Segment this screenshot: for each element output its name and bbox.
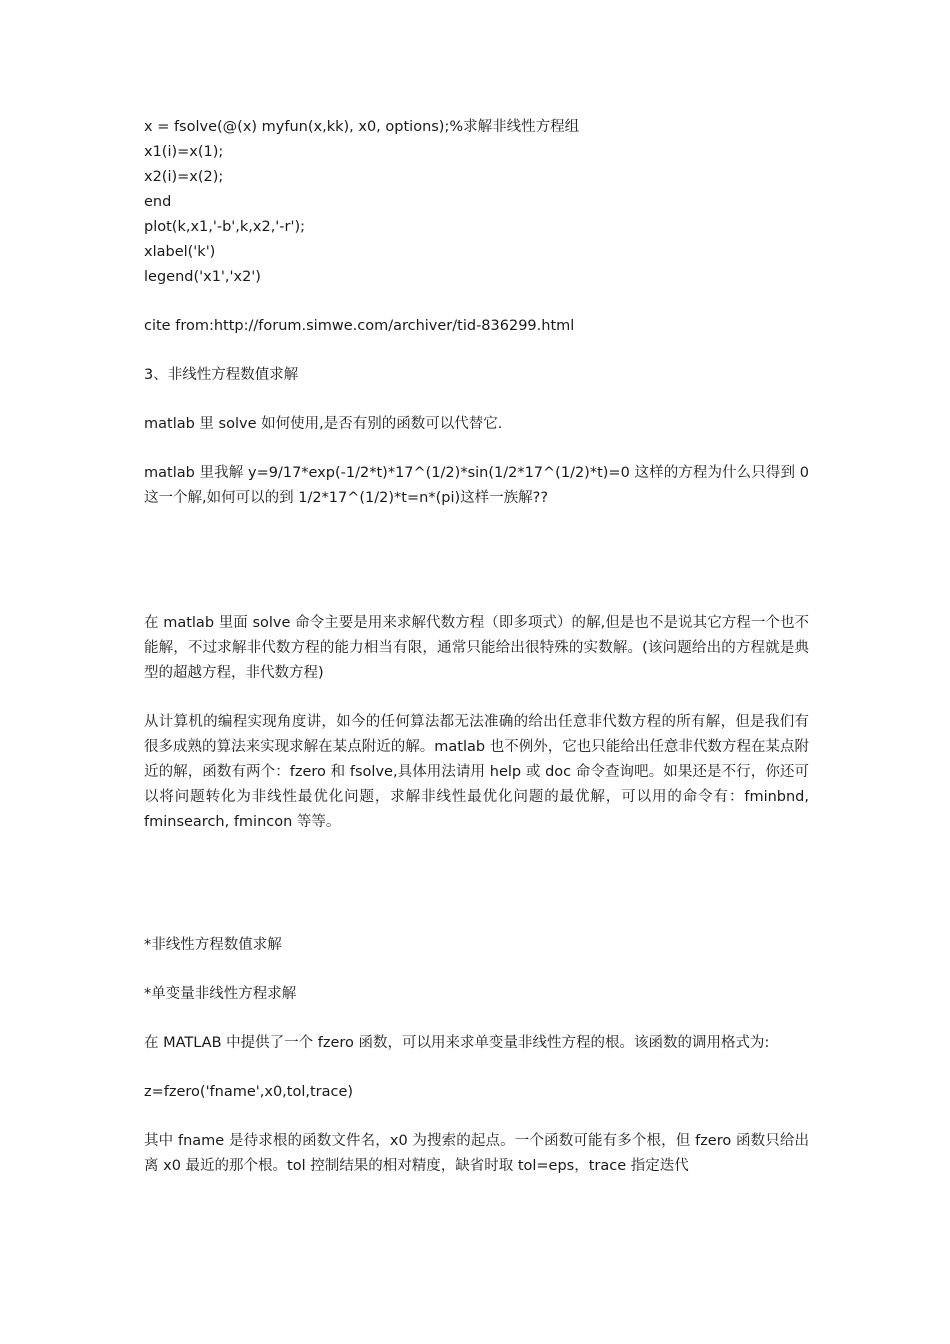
body-paragraph: 其中 fname 是待求根的函数文件名，x0 为搜索的起点。一个函数可能有多个根，但 fzero 函数只给出离 x0 最近的那个根。tol 控制结果的相对精度，缺省时取 tol=eps，trace 指定迭代 [144,1133,809,1174]
subheading: *非线性方程数值求解 [144,937,282,953]
answer-paragraph: 在 matlab 里面 solve 命令主要是用来求解代数方程（即多项式）的解,但是也不是说其它方程一个也不能解，不过求解非代数方程的能力相当有限，通常只能给出很特殊的实数解。(该问题给出的方程就是典型的超越方程，非代数方程) [144,615,809,681]
question-paragraph: matlab 里 solve 如何使用,是否有别的函数可以代替它. [144,416,503,432]
code-line: plot(k,x1,'-b',k,x2,'-r'); [144,219,306,235]
syntax-line: z=fzero('fname',x0,tol,trace) [144,1084,354,1100]
code-line: legend('x1','x2') [144,269,261,285]
code-line: x2(i)=x(2); [144,169,224,185]
code-line: xlabel('k') [144,244,216,260]
code-line: end [144,194,172,210]
question-paragraph: matlab 里我解 y=9/17*exp(-1/2*t)*17^(1/2)*sin(1/2*17^(1/2)*t)=0 这样的方程为什么只得到 0 这一个解,如何可以的到 1/2*17^(1/2)*t=n*(pi)这样一族解?? [144,465,809,506]
code-line: x1(i)=x(1); [144,144,224,160]
answer-paragraph: 从计算机的编程实现角度讲，如今的任何算法都无法准确的给出任意非代数方程的所有解，但是我们有很多成熟的算法来实现求解在某点附近的解。matlab 也不例外，它也只能给出任意非代数方程在某点附近的解，函数有两个：fzero 和 fsolve,具体用法请用 help 或 doc 命令查询吧。如果还是不行，你还可以将问题转化为非线性最优化问题，求解非线性最优化问题的最优解，可以用的命令有：fminbnd, fminsearch, fmincon 等等。 [144,714,809,830]
section-heading: 3、非线性方程数值求解 [144,367,299,383]
body-paragraph: 在 MATLAB 中提供了一个 fzero 函数，可以用来求单变量非线性方程的根。该函数的调用格式为: [144,1035,770,1051]
document-page [144,115,809,1179]
cite-line: cite from:http://forum.simwe.com/archiver/tid-836299.html [144,318,575,334]
code-line: x = fsolve(@(x) myfun(x,kk), x0, options);%求解非线性方程组 [144,119,580,135]
subheading: *单变量非线性方程求解 [144,986,297,1002]
